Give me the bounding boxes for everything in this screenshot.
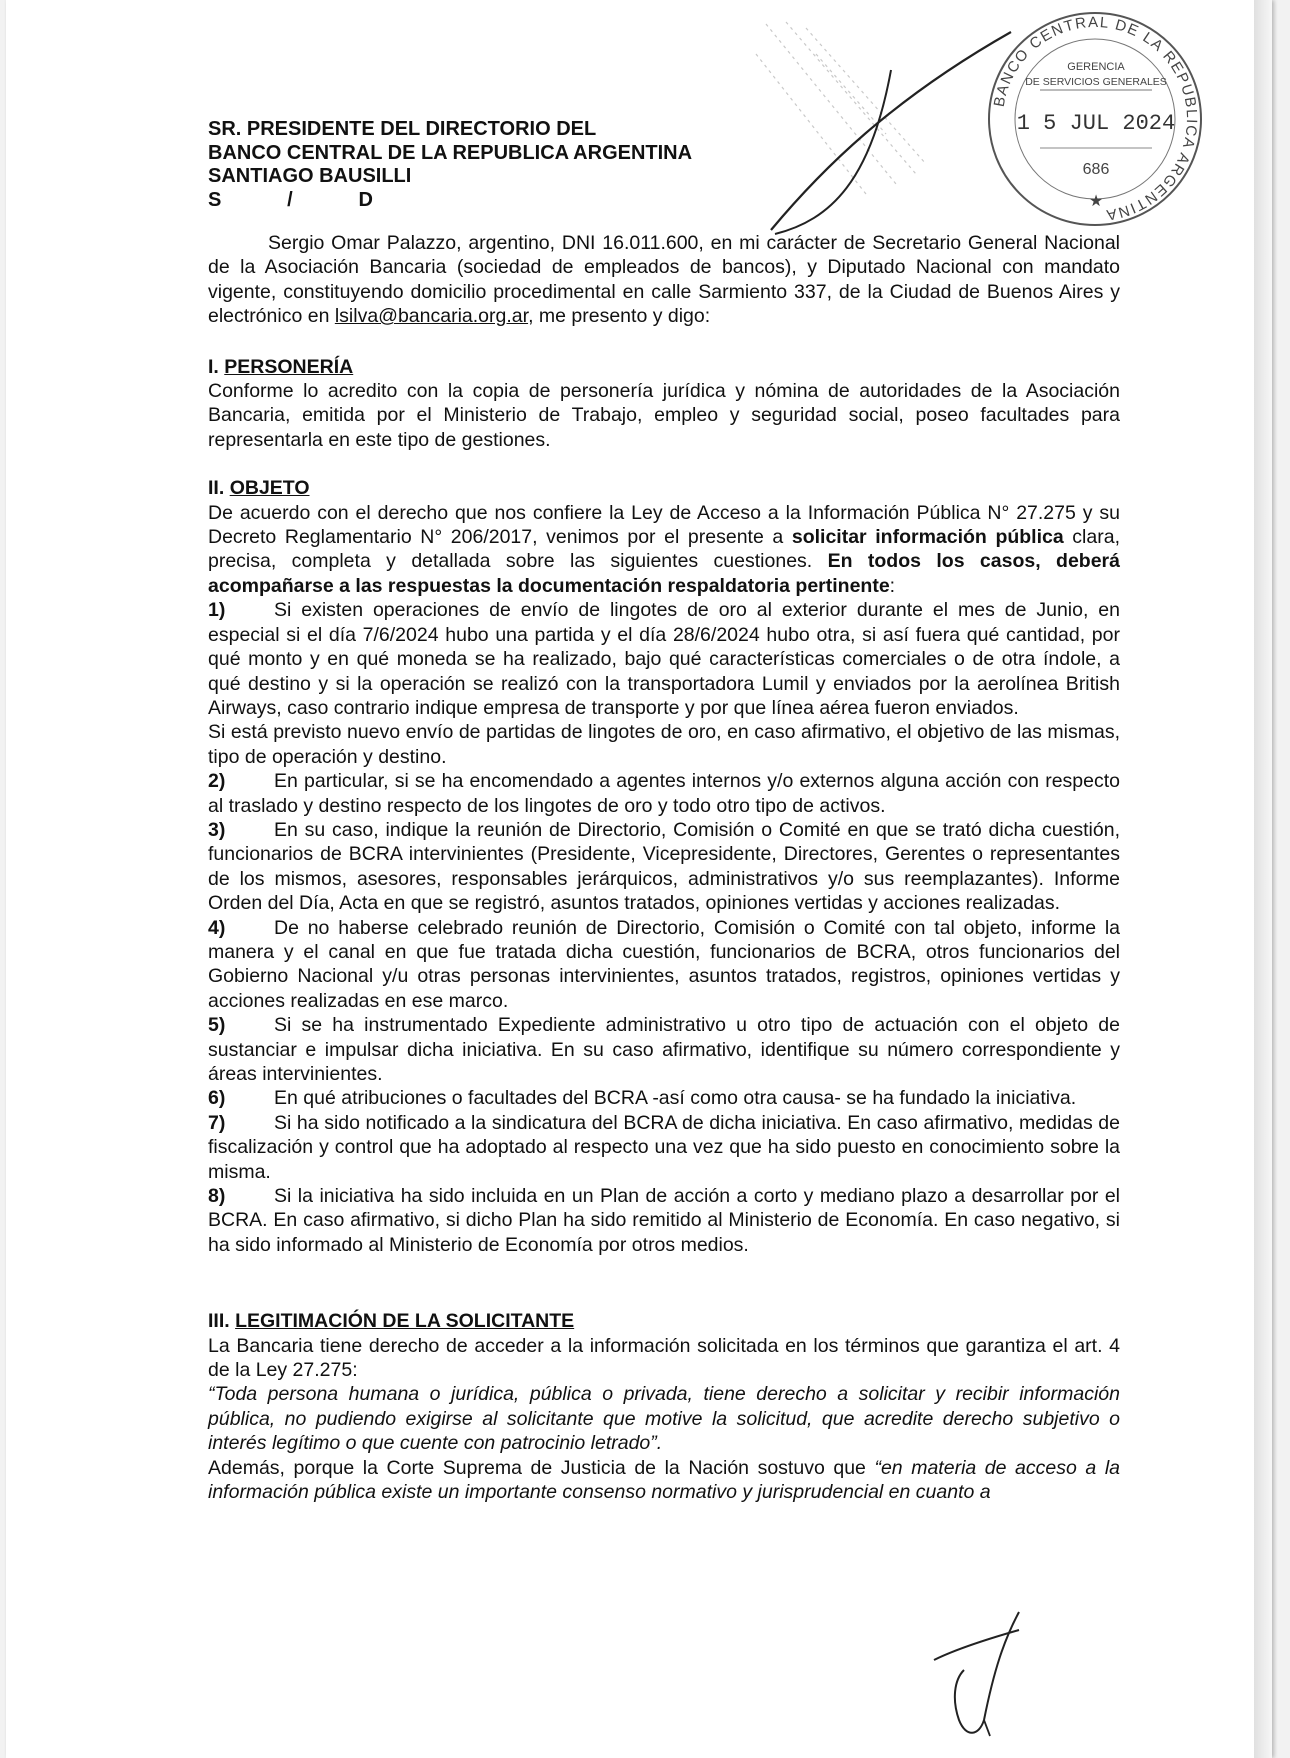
list-item [208,598,1120,720]
seal-star-icon: ★ [1088,193,1104,210]
section-2-intro [208,501,1120,599]
item-number: 2) [208,770,226,793]
addressee [208,118,1120,212]
addressee-line-1: SR. PRESIDENTE DEL DIRECTORIO DEL [208,118,597,140]
list-item [208,1086,1120,1110]
item-text: De no haberse celebrado reunión de Directorio, Comisión o Comité con tal objeto, informe la manera y el canal en que fue tratada dicha cuestión, funcionarios de BCRA, otros funcionarios del Gobierno Nacional y/u otras personas intervinientes, asuntos tratados, registros, opiniones vertidas y acciones realizadas en ese marco. [208,916,1120,1012]
section-2-num: II. [208,477,225,500]
item-number: 8) [208,1185,226,1208]
section-2-text-c: : [889,574,896,597]
item-text: Si se ha instrumentado Expediente administrativo u otro tipo de actuación con el objeto de sustanciar e impulsar dicha iniciativa. En su caso afirmativo, identifique su número correspondiente y áreas intervinientes. [208,1014,1120,1085]
section-2-text-b: clara, precisa, completa y detallada sobre las siguientes cuestiones. [208,526,1120,573]
seal-date: 1 5 JUL 2024 [1016,111,1176,136]
item-text: En qué atribuciones o facultades del BCRA -así como otra causa- se ha fundado la iniciativa. [274,1087,1077,1110]
item-number: 6) [208,1087,226,1110]
section-3-text: La Bancaria tiene derecho de acceder a la información solicitada en los términos que garantiza el art. 4 de la Ley 27.275: [208,1334,1120,1382]
list-item [208,916,1120,1014]
page-edge-shadow [1254,0,1272,1758]
sd-slash: / [287,188,293,211]
list-item [208,769,1120,818]
seal-institution: BANCO CENTRAL DE LA REPUBLICA ARGENTINA [990,13,1201,224]
section-3-title: LEGITIMACIÓN DE LA SOLICITANTE [235,1310,575,1333]
signature [924,1610,1034,1740]
law-quote: “Toda persona humana o jurídica, pública o privada, tiene derecho a solicitar y recibir información pública, no pudiendo exigirse al solicitante que motive la solicitud, que acredite derecho subjetivo o interés legítimo o que cuente con patrocinio letrado”. [208,1383,1120,1455]
document-page [6,0,1272,1758]
item-text: Si ha sido notificado a la sindicatura del BCRA de dicha iniciativa. En caso afirmativo, medidas de fiscalización y control que ha adoptado al respecto una vez que ha sido puesto en conocimiento sobre la misma. [208,1111,1120,1183]
section-3-quote [208,1382,1120,1455]
item-text: En particular, si se ha encomendado a agentes internos y/o externos alguna acción con respecto al traslado y destino respecto de los lingotes de oro y todo otro tipo de activos. [208,770,1120,817]
item-number: 3) [208,818,226,841]
section-1-num: I. [208,355,219,378]
item-number: 1) [208,599,226,622]
seal-dept2: DE SERVICIOS GENERALES [1025,76,1167,88]
item-text: Si la iniciativa ha sido incluida en un Plan de acción a corto y mediano plazo a desarrollar por el BCRA. En caso afirmativo, si dicho Plan ha sido remitido al Ministerio de Economía. En caso negativo, si ha sido informado al Ministerio de Economía por otros medios. [208,1185,1120,1256]
email-link[interactable]: lsilva@bancaria.org.ar [334,305,529,328]
section-3-heading [208,1309,1120,1333]
court-quote: “en materia de acceso a la información pública existe un importante consenso normativo y jurisprudencial en cuanto a [208,1456,1121,1504]
section-3-text-2a: Además, porque la Corte Suprema de Justicia de la Nación sostuvo que [208,1456,875,1479]
section-1-text: Conforme lo acredito con la copia de personería jurídica y nómina de autoridades de la Asociación Bancaria, emitida por el Ministerio de Trabajo, empleo y seguridad social, poseo facultades para representarla en este tipo de gestiones. [208,380,1120,451]
item-number: 7) [208,1111,226,1134]
addressee-line-3: SANTIAGO BAUSILLI [208,165,412,187]
item-text: Si existen operaciones de envío de lingotes de oro al exterior durante el mes de Junio, en especial si el día 7/6/2024 hubo una partida y el día 28/6/2024 hubo otra, si así fuera qué cantidad, por qué monto y en qué moneda se ha realizado, bajo qué características comerciales o de otra índole, a qué destino y si la operación se realizó con la transportadora Lumil y enviados por la aerolínea British Airways, caso contrario indique empresa de transporte y por que línea aérea fueron enviados. [208,599,1120,719]
seal-dept1: GERENCIA [1067,61,1125,73]
section-1-title: PERSONERÍA [224,355,354,378]
sd-s: S [208,188,222,211]
seal-number: 686 [1082,161,1110,178]
intro-text: Sergio Omar Palazzo, argentino, DNI 16.011.600, en mi carácter de Secretario General Nacional de la Asociación Bancaria (sociedad de empleados de bancos), y Diputado Nacional con mandato vigente, constituyendo domicilio procedimental en calle Sarmiento 337, de la Ciudad de Buenos Aires y electrónico en [208,232,1120,328]
section-1-heading [208,355,1120,379]
list-item [208,1013,1120,1086]
sd-d: D [358,188,373,211]
section-2-text-a: De acuerdo con el derecho que nos confiere la Ley de Acceso a la Información Pública N° 27.275 y su Decreto Reglamentario N° 206/2017, venimos por el presente a [208,501,1120,549]
addressee-line-2: BANCO CENTRAL DE LA REPUBLICA ARGENTINA [208,141,693,164]
item-number: 4) [208,916,226,939]
section-2-bold-b: En todos los casos, deberá acompañarse a las respuestas la documentación respaldatoria pertinente [208,550,1120,597]
item-number: 5) [208,1014,226,1037]
intro-text-end: , me presento y digo: [528,305,711,328]
list-item [208,720,1120,769]
intro-paragraph [208,231,1120,329]
section-3-text-2 [208,1456,1120,1505]
item-text: Si está previsto nuevo envío de partidas de lingotes de oro, en caso afirmativo, el objetivo de las mismas, tipo de operación y destino. [208,721,1120,768]
list-item [208,818,1120,916]
item-text: En su caso, indique la reunión de Directorio, Comisión o Comité en que se trató dicha cuestión, funcionarios de BCRA intervinientes (Presidente, Vicepresidente, Directores, Gerentes o representantes de los mismos, asesores, responsables jerárquicos, administrativos y/o sus reemplazantes). Informe Orden del Día, Acta en que se registró, asuntos tratados, opiniones vertidas y acciones realizadas. [208,818,1120,915]
addressee-sd [208,189,373,213]
document-body [208,118,1120,1505]
section-2-heading [208,476,1120,500]
section-2-title: OBJETO [229,477,310,500]
section-3-num: III. [208,1310,230,1333]
list-item [208,1111,1120,1184]
list-item [208,1184,1120,1257]
request-list [208,598,1120,1257]
section-2-bold-a: solicitar información pública [791,526,1064,549]
